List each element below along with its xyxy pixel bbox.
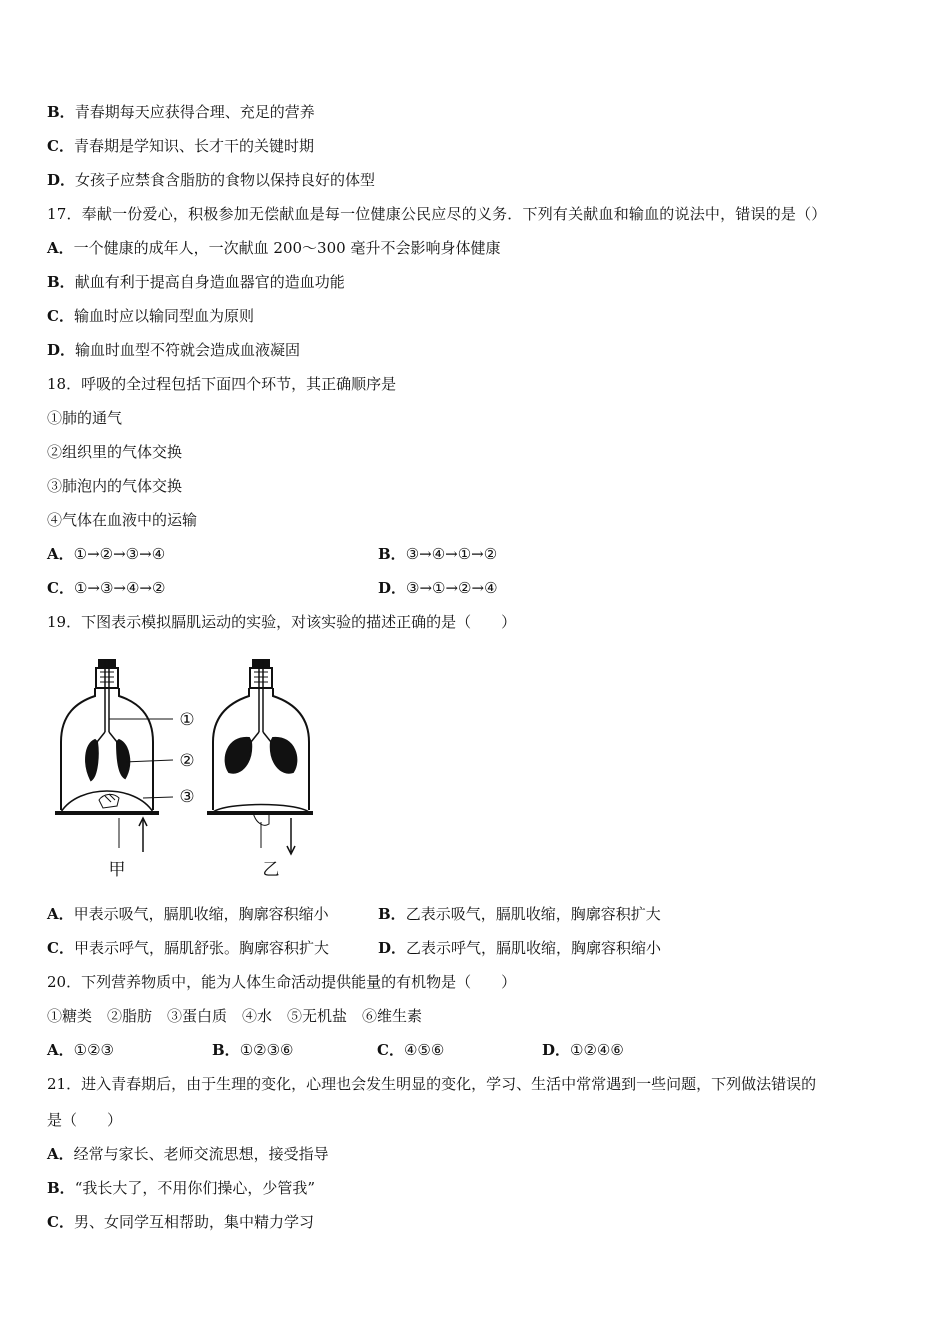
option-letter: B． [378,905,406,923]
option-letter: C． [47,307,74,325]
option-letter: D． [47,171,76,189]
option-text: 乙表示呼气，膈肌收缩，胸廓容积缩小 [406,939,662,957]
option-letter: D． [542,1041,571,1059]
option-text: 输血时血型不符就会造成血液凝固 [75,341,301,359]
option-c [47,306,254,326]
option-c [47,1212,314,1232]
option-d [47,170,375,190]
option-letter: B． [47,1179,75,1197]
option-letter: C． [47,939,74,957]
option-letter: C． [47,137,74,155]
option-c [377,1040,444,1060]
list-item: ③肺泡内的气体交换 [47,477,183,495]
option-letter: D． [47,341,76,359]
option-letter: D． [378,579,407,597]
option-b [378,904,661,924]
figure-caption-yi: 乙 [262,860,280,880]
question-19-stem: 19．下图表示模拟膈肌运动的实验，对该实验的描述正确的是（ ） [47,613,517,631]
option-c [47,136,314,156]
figure-marker-3: ③ [179,787,195,807]
option-text: 青春期每天应获得合理、充足的营养 [74,103,315,121]
option-text: “我长大了，不用你们操心，少管我” [74,1179,316,1197]
option-text: 甲表示呼气，膈肌舒张。胸廓容积扩大 [73,939,329,957]
option-c [47,578,165,598]
option-text: ④⑤⑥ [403,1041,445,1059]
option-d [378,938,661,958]
nutrient-list: ①糖类 ②脂肪 ③蛋白质 ④水 ⑤无机盐 ⑥维生素 [47,1007,423,1025]
option-a [47,1144,329,1164]
figure-caption-jia: 甲 [108,860,126,880]
option-d [542,1040,624,1060]
figure-marker-1: ① [179,710,195,730]
option-letter: A． [47,239,74,257]
option-text: 男、女同学互相帮助，集中精力学习 [73,1213,314,1231]
option-text: ①→②→③→④ [73,545,166,563]
list-item: ①肺的通气 [47,409,123,427]
option-text: ①②③⑥ [239,1041,294,1059]
option-b [47,272,345,292]
option-letter: B． [47,273,75,291]
option-d [378,578,498,598]
option-letter: B． [212,1041,240,1059]
option-text: 甲表示吸气，膈肌收缩，胸廓容积缩小 [73,905,329,923]
list-item: ④气体在血液中的运输 [47,511,198,529]
option-a [47,1040,114,1060]
question-20-stem: 20．下列营养物质中，能为人体生命活动提供能量的有机物是（ ） [47,973,517,991]
figure-marker-2: ② [179,751,195,771]
diaphragm-experiment-figure [55,652,315,887]
option-letter: C． [47,579,74,597]
option-letter: A． [47,545,74,563]
bell-jar-jia [55,660,173,852]
option-b [378,544,497,564]
list-item: ②组织里的气体交换 [47,443,183,461]
option-text: 乙表示吸气，膈肌收缩，胸廓容积扩大 [405,905,661,923]
option-text: 输血时应以输同型血为原则 [73,307,254,325]
option-b [212,1040,293,1060]
option-b [47,1178,315,1198]
option-text: ③→①→②→④ [406,579,498,597]
question-17-stem: 17．奉献一份爱心，积极参加无偿献血是每一位健康公民应尽的义务．下列有关献血和输血的说法中，错误的是（） [47,205,827,223]
question-21-stem: 21．进入青春期后，由于生理的变化，心理也会发生明显的变化，学习、生活中常常遇到一些问题，下列做法错误的 [47,1075,817,1093]
option-letter: C． [47,1213,74,1231]
option-a [47,544,165,564]
option-a [47,904,329,924]
option-b [47,102,315,122]
option-text: ①②④⑥ [570,1041,624,1059]
option-d [47,340,300,360]
option-text: 献血有利于提高自身造血器官的造血功能 [74,273,345,291]
option-text: ①②③ [73,1041,114,1059]
option-text: 女孩子应禁食含脂肪的食物以保持良好的体型 [75,171,376,189]
option-text: 一个健康的成年人，一次献血 200～300 毫升不会影响身体健康 [73,239,501,257]
option-text: 青春期是学知识、长才干的关键时期 [73,137,314,155]
option-letter: A． [47,905,74,923]
option-c [47,938,329,958]
question-18-stem: 18．呼吸的全过程包括下面四个环节，其正确顺序是 [47,375,397,393]
option-letter: A． [47,1145,74,1163]
option-text: ①→③→④→② [73,579,166,597]
option-text: 经常与家长、老师交流思想，接受指导 [73,1145,329,1163]
option-letter: C． [377,1041,404,1059]
option-letter: B． [47,103,75,121]
question-21-stem-cont: 是（ ） [47,1111,123,1129]
option-letter: B． [378,545,406,563]
bell-jar-yi [207,660,313,854]
option-text: ③→④→①→② [405,545,498,563]
option-letter: D． [378,939,407,957]
option-letter: A． [47,1041,74,1059]
option-a [47,238,500,258]
